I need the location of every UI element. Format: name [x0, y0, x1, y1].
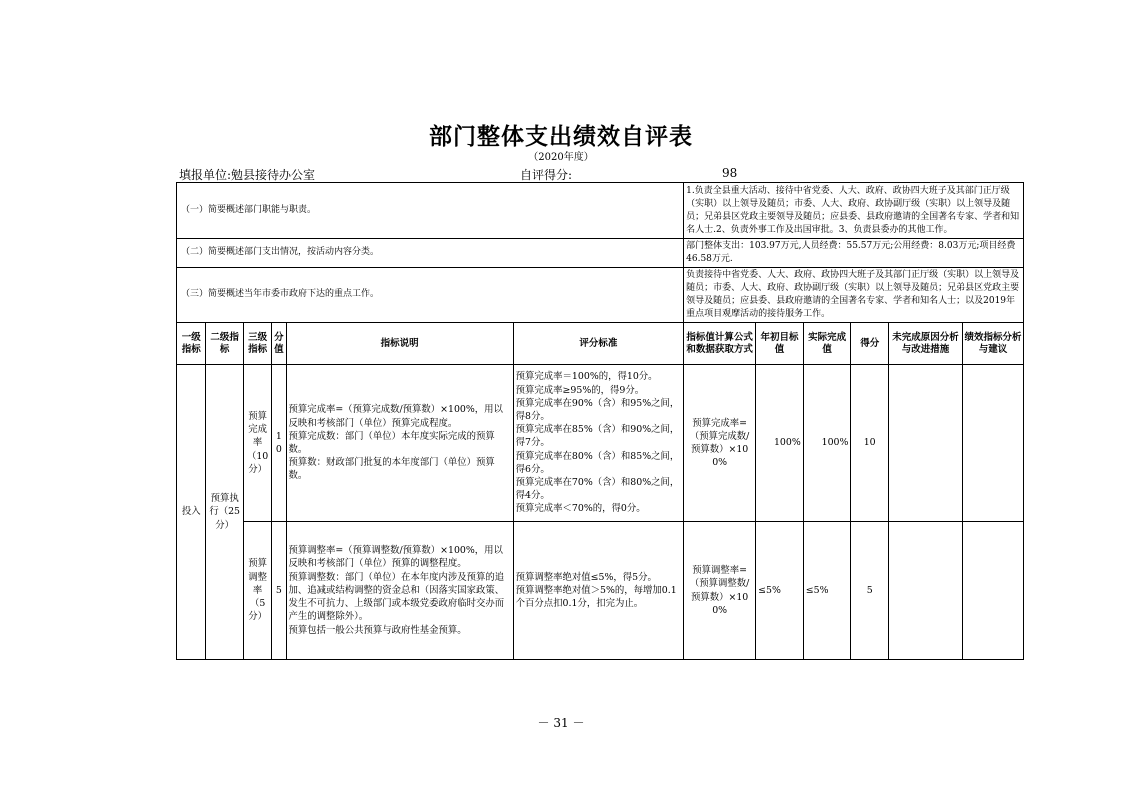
header-description: 指标说明 [286, 323, 513, 365]
self-score-label: 自评得分: [520, 168, 573, 182]
summary-row-key-work [177, 268, 1024, 323]
level2-cell: 预算执行（25分） [206, 365, 244, 660]
points-cell: 10 [272, 365, 286, 522]
header-reason: 未完成原因分析与改进措施 [888, 323, 962, 365]
reason-cell [888, 365, 962, 522]
page-title: 部门整体支出绩效自评表 [429, 124, 693, 150]
criteria-cell: 预算完成率＝100%的，得10分。 预算完成率≥95%的，得9分。 预算完成率在90%（含）和95%之间，得8分。 预算完成率在85%（含）和90%之间，得7分。 预算完成率在80%（含）和85%之间，得6分。 预算完成率在70%（含）和80%之间，得4分。 预算完成率＜70%的，得0分。 [513, 365, 683, 522]
points-cell: 5 [272, 522, 286, 660]
criteria-cell: 预算调整率绝对值≤5%，得5分。 预算调整率绝对值＞5%的，每增加0.1个百分点扣0.1分，扣完为止。 [513, 522, 683, 660]
header-target: 年初目标值 [756, 323, 804, 365]
table-row [177, 365, 1024, 522]
score-cell: 10 [851, 365, 889, 522]
actual-cell: ≤5% [803, 522, 851, 660]
self-score-value: 98 [722, 166, 738, 180]
performance-table [176, 182, 1024, 660]
summary-answer: 负责接待中省党委、人大、政府、政协四大班子及其部门正厅级（实职）以上领导及随员；市委、人大、政府、政协副厅级（实职）以上领导及随员；兄弟县区党政主要领导及随员；应县委、县政府邀请的全国著名专家、学者和知名人士；以及2019年重点项目观摩活动的接待服务工作。 [684, 268, 1024, 323]
target-cell: 100% [756, 365, 804, 522]
summary-question: （一）简要概述部门职能与职责。 [177, 183, 684, 239]
header-level2: 二级指标 [206, 323, 244, 365]
score-cell: 5 [851, 522, 889, 660]
table-row [177, 522, 1024, 660]
header-formula: 指标值计算公式和数据获取方式 [684, 323, 756, 365]
summary-answer: 部门整体支出：103.97万元,人员经费：55.57万元;公用经费：8.03万元;项目经费46.58万元. [684, 239, 1024, 268]
summary-answer: 1.负责全县重大活动、接待中省党委、人大、政府、政协四大班子及其部门正厅级（实职）以上领导及随员；市委、人大、政府、政协副厅级（实职）以上领导及随员；兄弟县区党政主要领导及随员；应县委、县政府邀请的全国著名专家、学者和知名人士.2、负责外事工作及出国审批。3、负责县委办的其他工作。 [684, 183, 1024, 239]
summary-question: （三）简要概述当年市委市政府下达的重点工作。 [177, 268, 684, 323]
suggestion-cell [962, 522, 1023, 660]
summary-question: （二）简要概述部门支出情况，按活动内容分类。 [177, 239, 684, 268]
page-number: － 31 － [537, 716, 585, 730]
level3-cell: 预算完成率（10分） [243, 365, 271, 522]
reason-cell [888, 522, 962, 660]
header-points: 分值 [272, 323, 286, 365]
formula-cell: 预算调整率=（预算调整数/预算数）×100% [684, 522, 756, 660]
header-level1: 一级指标 [177, 323, 206, 365]
header-score: 得分 [851, 323, 889, 365]
description-cell: 预算调整率=（预算调整数/预算数）×100%，用以反映和考核部门（单位）预算的调整程度。 预算调整数：部门（单位）在本年度内涉及预算的追加、追减或结构调整的资金总和（因落实国家政策、发生不可抗力、上级部门或本级党委政府临时交办而产生的调整除外）。 预算包括一般公共预算与政府性基金预算。 [286, 522, 513, 660]
header-actual: 实际完成值 [803, 323, 851, 365]
header-level3: 三级指标 [243, 323, 271, 365]
header-row [177, 323, 1024, 365]
suggestion-cell [962, 365, 1023, 522]
actual-cell: 100% [803, 365, 851, 522]
formula-cell: 预算完成率=（预算完成数/预算数）×100% [684, 365, 756, 522]
target-cell: ≤5% [756, 522, 804, 660]
description-cell: 预算完成率=（预算完成数/预算数）×100%，用以反映和考核部门（单位）预算完成程度。 预算完成数：部门（单位）本年度实际完成的预算数。 预算数：财政部门批复的本年度部门（单位）预算数。 [286, 365, 513, 522]
header-suggestion: 绩效指标分析与建议 [962, 323, 1023, 365]
header-criteria: 评分标准 [513, 323, 683, 365]
reporting-unit: 填报单位:勉县接待办公室 [179, 168, 316, 182]
summary-row-expenditure [177, 239, 1024, 268]
level1-cell: 投入 [177, 365, 206, 660]
level3-cell: 预算调整率（5分） [243, 522, 271, 660]
summary-row-functions [177, 183, 1024, 239]
report-year: （2020年度） [528, 152, 594, 163]
